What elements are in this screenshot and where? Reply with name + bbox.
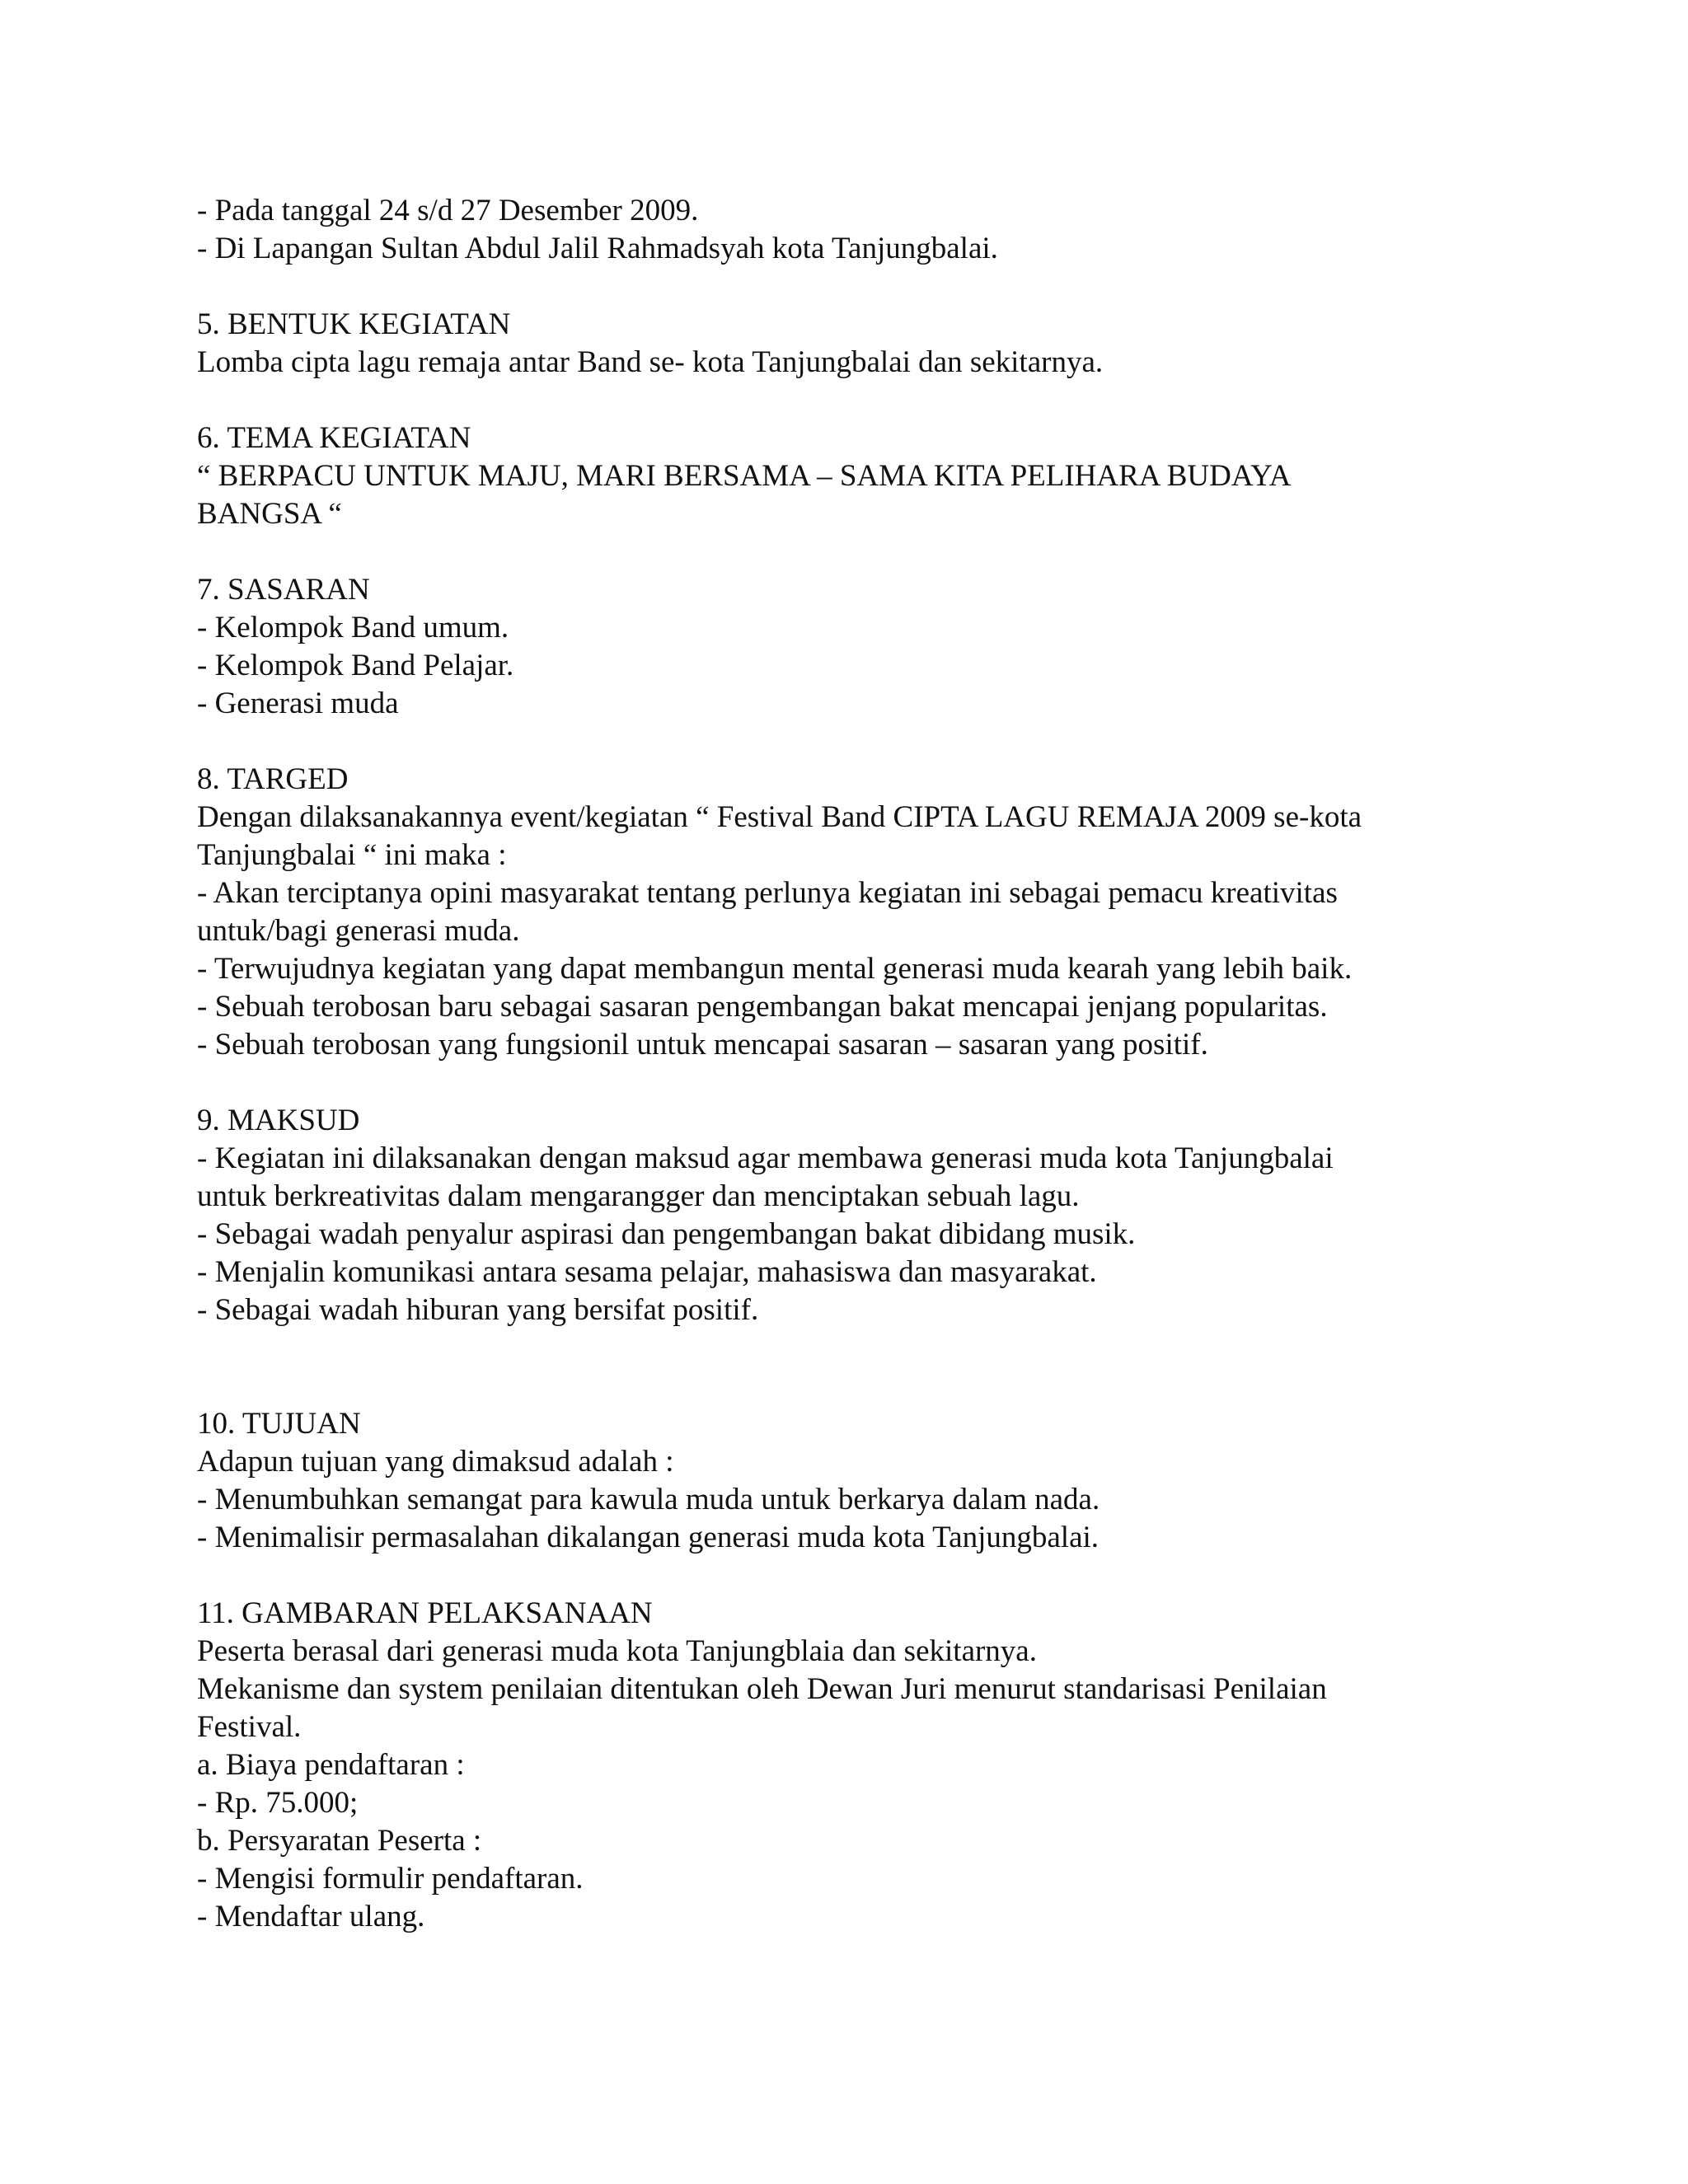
- section-9-line: untuk berkreativitas dalam mengarangger dan menciptakan sebuah lagu.: [197, 1179, 1080, 1213]
- section-9-line: - Kegiatan ini dilaksanakan dengan maksud agar membawa generasi muda kota Tanjungbalai: [197, 1141, 1334, 1175]
- document-body: [197, 192, 1516, 1936]
- section-9-heading: 9. MAKSUD: [197, 1104, 360, 1137]
- section-8-line: Tanjungbalai “ ini maka :: [197, 838, 507, 872]
- section-8-line: untuk/bagi generasi muda.: [197, 914, 520, 948]
- section-11-line: - Mendaftar ulang.: [197, 1900, 425, 1933]
- section-7-heading: 7. SASARAN: [197, 573, 370, 607]
- section-10-line: - Menimalisir permasalahan dikalangan generasi muda kota Tanjungbalai.: [197, 1521, 1100, 1554]
- section-7-item: - Kelompok Band Pelajar.: [197, 649, 514, 682]
- section-10-line: Adapun tujuan yang dimaksud adalah :: [197, 1445, 674, 1479]
- spacer: [197, 1329, 1516, 1405]
- section-8-line: - Akan terciptanya opini masyarakat tentang perlunya kegiatan ini sebagai pemacu kreativitas: [197, 876, 1338, 910]
- section-8-line: - Sebuah terobosan baru sebagai sasaran pengembangan bakat mencapai jenjang popularitas.: [197, 990, 1328, 1024]
- section-11-line: Festival.: [197, 1710, 302, 1744]
- section-11-line: - Rp. 75.000;: [197, 1786, 359, 1820]
- event-date-line: - Pada tanggal 24 s/d 27 Desember 2009.: [197, 194, 699, 227]
- spacer: [197, 533, 1516, 571]
- event-location-line: - Di Lapangan Sultan Abdul Jalil Rahmadsyah kota Tanjungbalai.: [197, 232, 998, 265]
- section-10-heading: 10. TUJUAN: [197, 1407, 361, 1441]
- section-6-heading: 6. TEMA KEGIATAN: [197, 421, 471, 455]
- spacer: [197, 382, 1516, 419]
- section-6-theme-line-2: BANGSA “: [197, 497, 342, 531]
- section-8-line: Dengan dilaksanakannya event/kegiatan “ Festival Band CIPTA LAGU REMAJA 2009 se-kota: [197, 800, 1362, 834]
- spacer: [197, 268, 1516, 306]
- section-10-line: - Menumbuhkan semangat para kawula muda untuk berkarya dalam nada.: [197, 1483, 1100, 1516]
- section-11-line: b. Persyaratan Peserta :: [197, 1824, 482, 1858]
- section-5-text: Lomba cipta lagu remaja antar Band se- kota Tanjungbalai dan sekitarnya.: [197, 345, 1104, 379]
- section-11-line: Peserta berasal dari generasi muda kota Tanjungblaia dan sekitarnya.: [197, 1634, 1037, 1668]
- spacer: [197, 1557, 1516, 1595]
- section-8-heading: 8. TARGED: [197, 762, 349, 796]
- section-11-heading: 11. GAMBARAN PELAKSANAAN: [197, 1596, 653, 1630]
- section-9-line: - Sebagai wadah penyalur aspirasi dan pengembangan bakat dibidang musik.: [197, 1217, 1136, 1251]
- spacer: [197, 1064, 1516, 1102]
- section-9-line: - Sebagai wadah hiburan yang bersifat positif.: [197, 1293, 759, 1327]
- section-11-line: - Mengisi formulir pendaftaran.: [197, 1862, 584, 1896]
- section-8-line: - Terwujudnya kegiatan yang dapat membangun mental generasi muda kearah yang lebih baik.: [197, 952, 1353, 986]
- spacer: [197, 723, 1516, 761]
- section-7-item: - Generasi muda: [197, 687, 399, 720]
- section-5-heading: 5. BENTUK KEGIATAN: [197, 307, 511, 341]
- section-8-line: - Sebuah terobosan yang fungsionil untuk mencapai sasaran – sasaran yang positif.: [197, 1028, 1208, 1062]
- section-6-theme-line-1: “ BERPACU UNTUK MAJU, MARI BERSAMA – SAMA KITA PELIHARA BUDAYA: [197, 459, 1292, 493]
- section-9-line: - Menjalin komunikasi antara sesama pelajar, mahasiswa dan masyarakat.: [197, 1255, 1097, 1289]
- section-7-item: - Kelompok Band umum.: [197, 611, 509, 644]
- section-11-line: Mekanisme dan system penilaian ditentukan oleh Dewan Juri menurut standarisasi Penilaian: [197, 1672, 1327, 1706]
- section-11-line: a. Biaya pendaftaran :: [197, 1748, 465, 1782]
